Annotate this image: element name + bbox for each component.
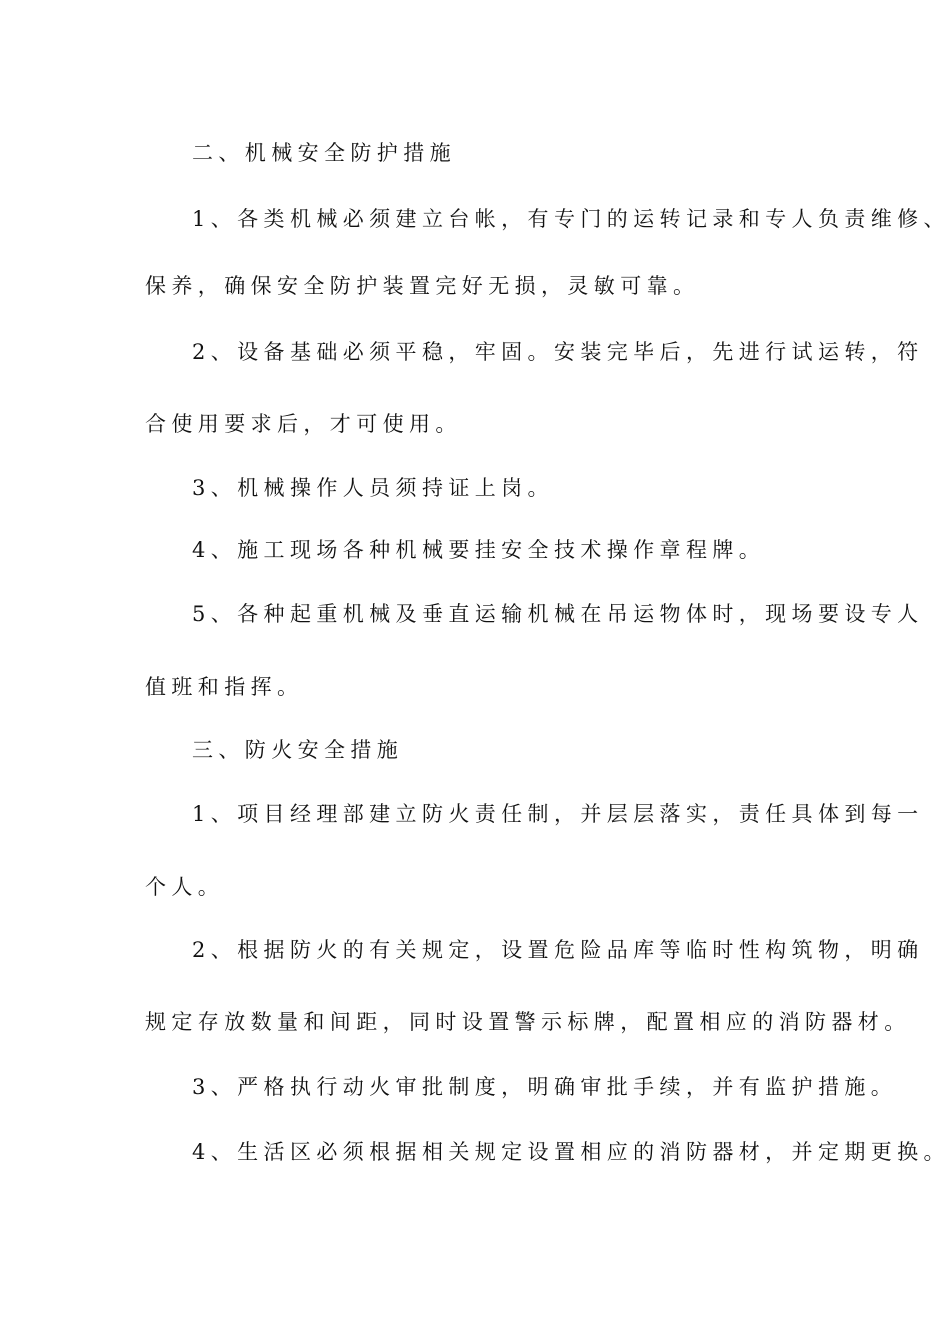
- paragraph-line: 合使用要求后，才可使用。: [145, 412, 462, 436]
- paragraph-line: 5、各种起重机械及垂直运输机械在吊运物体时，现场要设专人: [192, 602, 924, 626]
- paragraph-line: 3、严格执行动火审批制度，明确审批手续，并有监护措施。: [192, 1075, 898, 1099]
- paragraph-line: 值班和指挥。: [145, 675, 304, 699]
- section-heading-machinery: 二、机械安全防护措施: [192, 141, 456, 165]
- paragraph-line: 2、设备基础必须平稳，牢固。安装完毕后，先进行试运转，符: [192, 340, 924, 364]
- paragraph-line: 4、生活区必须根据相关规定设置相应的消防器材，并定期更换。: [192, 1140, 950, 1164]
- paragraph-line: 规定存放数量和间距，同时设置警示标牌，配置相应的消防器材。: [145, 1010, 911, 1034]
- paragraph-line: 2、根据防火的有关规定，设置危险品库等临时性构筑物，明确: [192, 938, 924, 962]
- paragraph-line: 个人。: [145, 875, 225, 899]
- paragraph-line: 4、施工现场各种机械要挂安全技术操作章程牌。: [192, 538, 766, 562]
- section-heading-fire: 三、防火安全措施: [192, 738, 404, 762]
- paragraph-line: 3、机械操作人员须持证上岗。: [192, 476, 554, 500]
- paragraph-line: 保养，确保安全防护装置完好无损，灵敏可靠。: [145, 274, 700, 298]
- paragraph-line: 1、项目经理部建立防火责任制，并层层落实，责任具体到每一: [192, 802, 924, 826]
- paragraph-line: 1、各类机械必须建立台帐，有专门的运转记录和专人负责维修、: [192, 207, 950, 231]
